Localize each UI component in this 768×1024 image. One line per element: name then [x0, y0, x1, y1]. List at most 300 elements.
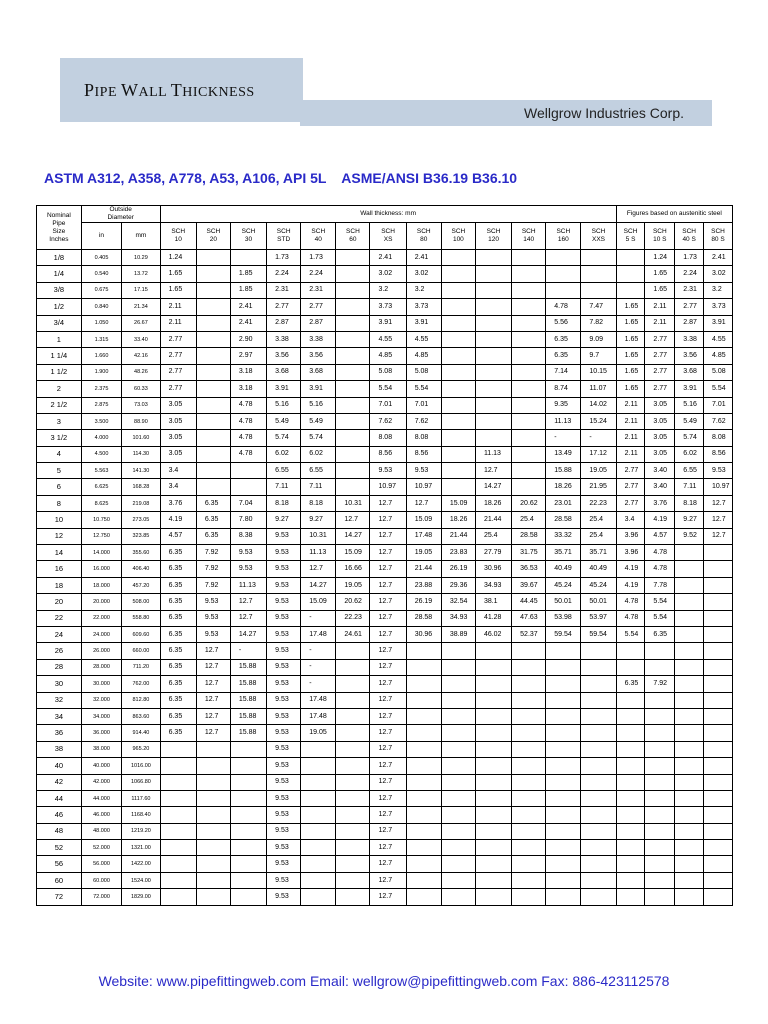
header-in: in [81, 223, 121, 250]
thickness-cell [441, 823, 475, 839]
thickness-cell: 5.74 [267, 430, 301, 446]
diameter-cell: 168.28 [122, 479, 160, 495]
thickness-cell [406, 741, 441, 757]
header-text: SCH [451, 228, 466, 235]
table-row [37, 708, 733, 724]
thickness-cell: 22.23 [581, 495, 616, 511]
thickness-cell: 9.27 [267, 512, 301, 528]
nominal-size-cell: 30 [37, 676, 82, 692]
diameter-cell: 4.000 [81, 430, 121, 446]
thickness-cell [196, 840, 230, 856]
thickness-cell [230, 463, 266, 479]
thickness-cell: 2.77 [301, 299, 336, 315]
diameter-cell: 88.90 [122, 413, 160, 429]
thickness-cell [301, 823, 336, 839]
thickness-cell: 1.24 [160, 250, 196, 266]
thickness-cell: 4.85 [370, 348, 406, 364]
thickness-cell: 21.44 [475, 512, 511, 528]
nominal-size-cell: 48 [37, 823, 82, 839]
thickness-cell: 3.38 [267, 331, 301, 347]
thickness-cell: 9.53 [230, 561, 266, 577]
thickness-cell [441, 282, 475, 298]
nominal-size-cell: 2 1/2 [37, 397, 82, 413]
thickness-cell [704, 676, 733, 692]
thickness-cell [475, 282, 511, 298]
thickness-cell: 45.24 [581, 577, 616, 593]
thickness-cell: 19.05 [336, 577, 370, 593]
thickness-cell: 3.91 [675, 381, 704, 397]
thickness-cell: 8.18 [675, 495, 704, 511]
thickness-cell [546, 708, 581, 724]
header-text: Pipe [52, 219, 66, 227]
thickness-cell [645, 643, 675, 659]
table-row [37, 758, 733, 774]
thickness-cell: 9.7 [581, 348, 616, 364]
thickness-cell: 3.18 [230, 364, 266, 380]
thickness-cell [441, 463, 475, 479]
thickness-cell: 17.48 [301, 708, 336, 724]
diameter-cell: 273.05 [122, 512, 160, 528]
title-part: T [170, 80, 183, 100]
diameter-cell: 34.000 [81, 708, 121, 724]
diameter-cell: 863.60 [122, 708, 160, 724]
thickness-cell: 6.55 [675, 463, 704, 479]
thickness-cell [645, 823, 675, 839]
thickness-cell [230, 758, 266, 774]
thickness-cell: - [546, 430, 581, 446]
thickness-cell [196, 807, 230, 823]
thickness-cell [616, 774, 645, 790]
thickness-cell [336, 758, 370, 774]
thickness-cell [336, 430, 370, 446]
diameter-cell: 8.625 [81, 495, 121, 511]
table-row [37, 512, 733, 528]
thickness-cell: 1.65 [160, 282, 196, 298]
thickness-cell: 12.7 [370, 774, 406, 790]
thickness-cell [475, 364, 511, 380]
thickness-cell: 9.53 [704, 463, 733, 479]
thickness-cell: 3.68 [301, 364, 336, 380]
thickness-cell: 12.7 [370, 758, 406, 774]
thickness-cell: 6.35 [160, 594, 196, 610]
thickness-cell: 12.7 [370, 512, 406, 528]
header-text: SCH [711, 228, 725, 235]
thickness-cell [336, 676, 370, 692]
thickness-cell: 9.35 [546, 397, 581, 413]
thickness-cell [645, 741, 675, 757]
thickness-cell: 3.73 [406, 299, 441, 315]
thickness-cell: 12.7 [370, 692, 406, 708]
thickness-cell: 6.35 [160, 545, 196, 561]
thickness-cell [441, 381, 475, 397]
thickness-cell: 2.31 [675, 282, 704, 298]
thickness-cell: 3.2 [704, 282, 733, 298]
thickness-cell: 8.08 [704, 430, 733, 446]
thickness-cell [512, 708, 546, 724]
diameter-cell: 60.000 [81, 872, 121, 888]
thickness-cell: 19.05 [301, 725, 336, 741]
thickness-cell [512, 348, 546, 364]
header-text: 40 [314, 236, 322, 243]
thickness-cell [645, 659, 675, 675]
thickness-cell: 12.7 [370, 495, 406, 511]
table-row [37, 446, 733, 462]
thickness-cell: 5.54 [645, 594, 675, 610]
thickness-cell: 2.11 [160, 299, 196, 315]
nominal-size-cell: 3 [37, 413, 82, 429]
header-text: STD [277, 236, 291, 243]
thickness-cell: 12.7 [370, 659, 406, 675]
thickness-cell [704, 610, 733, 626]
thickness-cell [581, 872, 616, 888]
thickness-cell: 1.65 [616, 348, 645, 364]
thickness-cell: 2.11 [645, 299, 675, 315]
thickness-cell [704, 692, 733, 708]
thickness-cell [704, 889, 733, 905]
thickness-cell [546, 692, 581, 708]
thickness-cell [475, 872, 511, 888]
table-row [37, 594, 733, 610]
thickness-cell [581, 250, 616, 266]
thickness-cell [441, 250, 475, 266]
diameter-cell: 1.660 [81, 348, 121, 364]
nominal-size-cell: 46 [37, 807, 82, 823]
thickness-cell: 6.35 [160, 692, 196, 708]
table-row [37, 282, 733, 298]
thickness-cell [406, 758, 441, 774]
thickness-cell [230, 823, 266, 839]
thickness-cell: 3.02 [704, 266, 733, 282]
thickness-cell [512, 840, 546, 856]
thickness-cell: 39.67 [512, 577, 546, 593]
thickness-cell: 7.92 [196, 577, 230, 593]
thickness-cell [512, 446, 546, 462]
thickness-cell: 50.01 [546, 594, 581, 610]
thickness-cell: 3.76 [645, 495, 675, 511]
thickness-cell [704, 643, 733, 659]
thickness-cell: 45.24 [546, 577, 581, 593]
thickness-cell [160, 889, 196, 905]
thickness-cell [441, 889, 475, 905]
thickness-cell: 9.53 [196, 626, 230, 642]
diameter-cell: 42.16 [122, 348, 160, 364]
table-row [37, 397, 733, 413]
thickness-cell: 8.38 [230, 528, 266, 544]
thickness-cell [581, 692, 616, 708]
thickness-cell [645, 692, 675, 708]
thickness-cell: 2.11 [160, 315, 196, 331]
thickness-cell [160, 807, 196, 823]
table-row [37, 413, 733, 429]
thickness-cell [441, 643, 475, 659]
thickness-cell [512, 856, 546, 872]
thickness-cell: 9.53 [267, 528, 301, 544]
thickness-cell: 4.55 [370, 331, 406, 347]
thickness-cell: 35.71 [546, 545, 581, 561]
thickness-cell: 10.97 [406, 479, 441, 495]
thickness-cell: 4.57 [645, 528, 675, 544]
thickness-cell [441, 872, 475, 888]
thickness-cell [301, 790, 336, 806]
thickness-cell: 53.97 [581, 610, 616, 626]
thickness-cell: 5.54 [645, 610, 675, 626]
thickness-cell: 8.08 [406, 430, 441, 446]
diameter-cell: 18.000 [81, 577, 121, 593]
thickness-cell [196, 364, 230, 380]
thickness-cell: 14.27 [336, 528, 370, 544]
diameter-cell: 13.72 [122, 266, 160, 282]
thickness-cell [546, 774, 581, 790]
thickness-cell: 23.83 [441, 545, 475, 561]
thickness-cell: 12.7 [370, 594, 406, 610]
thickness-cell: 8.56 [406, 446, 441, 462]
thickness-cell: 5.49 [301, 413, 336, 429]
thickness-cell: 11.13 [230, 577, 266, 593]
thickness-cell: 2.24 [267, 266, 301, 282]
thickness-cell [336, 266, 370, 282]
thickness-cell [546, 790, 581, 806]
thickness-cell: - [581, 430, 616, 446]
thickness-cell [675, 692, 704, 708]
thickness-cell: 23.01 [546, 495, 581, 511]
thickness-cell [512, 872, 546, 888]
diameter-cell: 21.34 [122, 299, 160, 315]
diameter-cell: 1168.40 [122, 807, 160, 823]
thickness-cell [475, 381, 511, 397]
thickness-cell [475, 708, 511, 724]
diameter-cell: 323.85 [122, 528, 160, 544]
thickness-cell [160, 823, 196, 839]
thickness-cell: 41.28 [475, 610, 511, 626]
table-row [37, 430, 733, 446]
thickness-cell [196, 315, 230, 331]
thickness-cell [581, 840, 616, 856]
thickness-cell [546, 856, 581, 872]
thickness-cell: 2.24 [301, 266, 336, 282]
thickness-cell: 20.62 [512, 495, 546, 511]
thickness-cell: 3.56 [267, 348, 301, 364]
thickness-cell [336, 250, 370, 266]
thickness-cell: 5.54 [406, 381, 441, 397]
thickness-cell [441, 364, 475, 380]
thickness-cell [475, 676, 511, 692]
thickness-cell [512, 250, 546, 266]
header-schedule [475, 223, 511, 250]
thickness-cell: 2.41 [370, 250, 406, 266]
thickness-cell: 2.77 [616, 463, 645, 479]
thickness-cell [581, 823, 616, 839]
header-text: 80 [420, 236, 428, 243]
diameter-cell: 20.000 [81, 594, 121, 610]
thickness-cell [441, 774, 475, 790]
thickness-cell [675, 889, 704, 905]
header-text: 140 [523, 236, 535, 243]
thickness-cell [512, 889, 546, 905]
thickness-cell [441, 708, 475, 724]
thickness-cell [512, 823, 546, 839]
thickness-cell: - [301, 676, 336, 692]
thickness-cell [475, 823, 511, 839]
diameter-cell: 30.000 [81, 676, 121, 692]
nominal-size-cell: 18 [37, 577, 82, 593]
thickness-cell [441, 331, 475, 347]
thickness-cell [336, 725, 370, 741]
diameter-cell: 26.000 [81, 643, 121, 659]
thickness-cell: 6.35 [196, 512, 230, 528]
header-text: 100 [452, 236, 464, 243]
thickness-cell [512, 676, 546, 692]
thickness-cell: 3.38 [675, 331, 704, 347]
header-schedule [675, 223, 704, 250]
thickness-cell: 2.77 [645, 348, 675, 364]
thickness-cell [406, 823, 441, 839]
thickness-cell: 1.65 [616, 381, 645, 397]
thickness-cell: 38.89 [441, 626, 475, 642]
thickness-cell [512, 659, 546, 675]
thickness-cell [675, 594, 704, 610]
thickness-cell [675, 758, 704, 774]
diameter-cell: 406.40 [122, 561, 160, 577]
header-outside-diameter [81, 206, 160, 223]
thickness-cell: 2.77 [160, 381, 196, 397]
thickness-cell [441, 807, 475, 823]
thickness-cell: 15.09 [301, 594, 336, 610]
thickness-cell [581, 790, 616, 806]
thickness-cell [546, 659, 581, 675]
thickness-cell: 19.05 [581, 463, 616, 479]
thickness-cell: 5.08 [704, 364, 733, 380]
thickness-cell: 9.53 [196, 594, 230, 610]
header-schedule [546, 223, 581, 250]
thickness-cell: 20.62 [336, 594, 370, 610]
header-schedule [196, 223, 230, 250]
thickness-cell [581, 758, 616, 774]
nominal-size-cell: 3/4 [37, 315, 82, 331]
thickness-cell: 3.76 [160, 495, 196, 511]
thickness-cell: 31.75 [512, 545, 546, 561]
diameter-cell: 2.875 [81, 397, 121, 413]
thickness-cell: 3.05 [645, 413, 675, 429]
thickness-cell [546, 872, 581, 888]
thickness-cell [336, 643, 370, 659]
thickness-cell: 26.19 [406, 594, 441, 610]
thickness-cell: 11.13 [301, 545, 336, 561]
thickness-cell: 12.7 [370, 643, 406, 659]
table-row [37, 643, 733, 659]
thickness-cell [441, 397, 475, 413]
header-text: SCH [591, 228, 606, 235]
header-schedule [441, 223, 475, 250]
thickness-cell [512, 741, 546, 757]
table-row [37, 790, 733, 806]
thickness-cell [475, 250, 511, 266]
thickness-cell: 8.18 [301, 495, 336, 511]
header-text: SCH [623, 228, 638, 235]
thickness-cell [512, 413, 546, 429]
header-text: Size [52, 227, 66, 235]
thickness-cell [441, 758, 475, 774]
table-row [37, 872, 733, 888]
thickness-cell [616, 823, 645, 839]
thickness-cell: 2.77 [616, 495, 645, 511]
thickness-cell: 5.54 [616, 626, 645, 642]
diameter-cell: 558.80 [122, 610, 160, 626]
diameter-cell: 48.000 [81, 823, 121, 839]
thickness-cell: 3.91 [406, 315, 441, 331]
thickness-cell: 35.71 [581, 545, 616, 561]
thickness-cell: 12.7 [230, 610, 266, 626]
thickness-cell [512, 315, 546, 331]
table-row [37, 610, 733, 626]
thickness-cell: 1.24 [645, 250, 675, 266]
thickness-cell [581, 807, 616, 823]
thickness-cell: 2.90 [230, 331, 266, 347]
thickness-cell [336, 790, 370, 806]
thickness-cell: 6.02 [301, 446, 336, 462]
thickness-cell [336, 463, 370, 479]
title-part: P [84, 80, 95, 100]
diameter-cell: 1524.00 [122, 872, 160, 888]
thickness-cell [336, 708, 370, 724]
thickness-cell: 14.27 [230, 626, 266, 642]
diameter-cell: 5.563 [81, 463, 121, 479]
thickness-cell [196, 331, 230, 347]
thickness-cell [616, 725, 645, 741]
thickness-cell [512, 725, 546, 741]
thickness-cell: 12.7 [196, 643, 230, 659]
thickness-cell [675, 545, 704, 561]
thickness-cell [616, 692, 645, 708]
thickness-cell: 26.19 [441, 561, 475, 577]
thickness-cell: 9.53 [406, 463, 441, 479]
thickness-cell: 15.88 [230, 708, 266, 724]
thickness-cell [441, 446, 475, 462]
thickness-cell [475, 315, 511, 331]
thickness-cell: 1.65 [645, 282, 675, 298]
thickness-cell [616, 790, 645, 806]
table-row [37, 250, 733, 266]
header-wall-thickness: Wall thickness: mm [160, 206, 616, 223]
thickness-cell: 2.41 [704, 250, 733, 266]
thickness-cell: 6.35 [645, 626, 675, 642]
thickness-cell [301, 889, 336, 905]
thickness-cell: 12.7 [230, 594, 266, 610]
table-row [37, 889, 733, 905]
table-row [37, 840, 733, 856]
diameter-cell: 457.20 [122, 577, 160, 593]
thickness-cell: 3.73 [370, 299, 406, 315]
thickness-cell: 5.49 [267, 413, 301, 429]
diameter-cell: 33.40 [122, 331, 160, 347]
thickness-cell [512, 299, 546, 315]
standards-heading: ASTM A312, A358, A778, A53, A106, API 5L ASME/ANSI B36.19 B36.10 [44, 170, 518, 186]
thickness-cell [406, 725, 441, 741]
thickness-cell [704, 790, 733, 806]
thickness-cell [336, 889, 370, 905]
thickness-cell: 9.53 [196, 610, 230, 626]
thickness-cell: 3.4 [160, 463, 196, 479]
table-row [37, 561, 733, 577]
header-mm: mm [122, 223, 160, 250]
thickness-cell: 6.02 [675, 446, 704, 462]
thickness-cell [475, 807, 511, 823]
thickness-cell: 3.18 [230, 381, 266, 397]
header-text: Outside [109, 206, 132, 213]
thickness-cell: 2.41 [406, 250, 441, 266]
diameter-cell: 42.000 [81, 774, 121, 790]
thickness-cell [645, 840, 675, 856]
diameter-cell: 0.675 [81, 282, 121, 298]
